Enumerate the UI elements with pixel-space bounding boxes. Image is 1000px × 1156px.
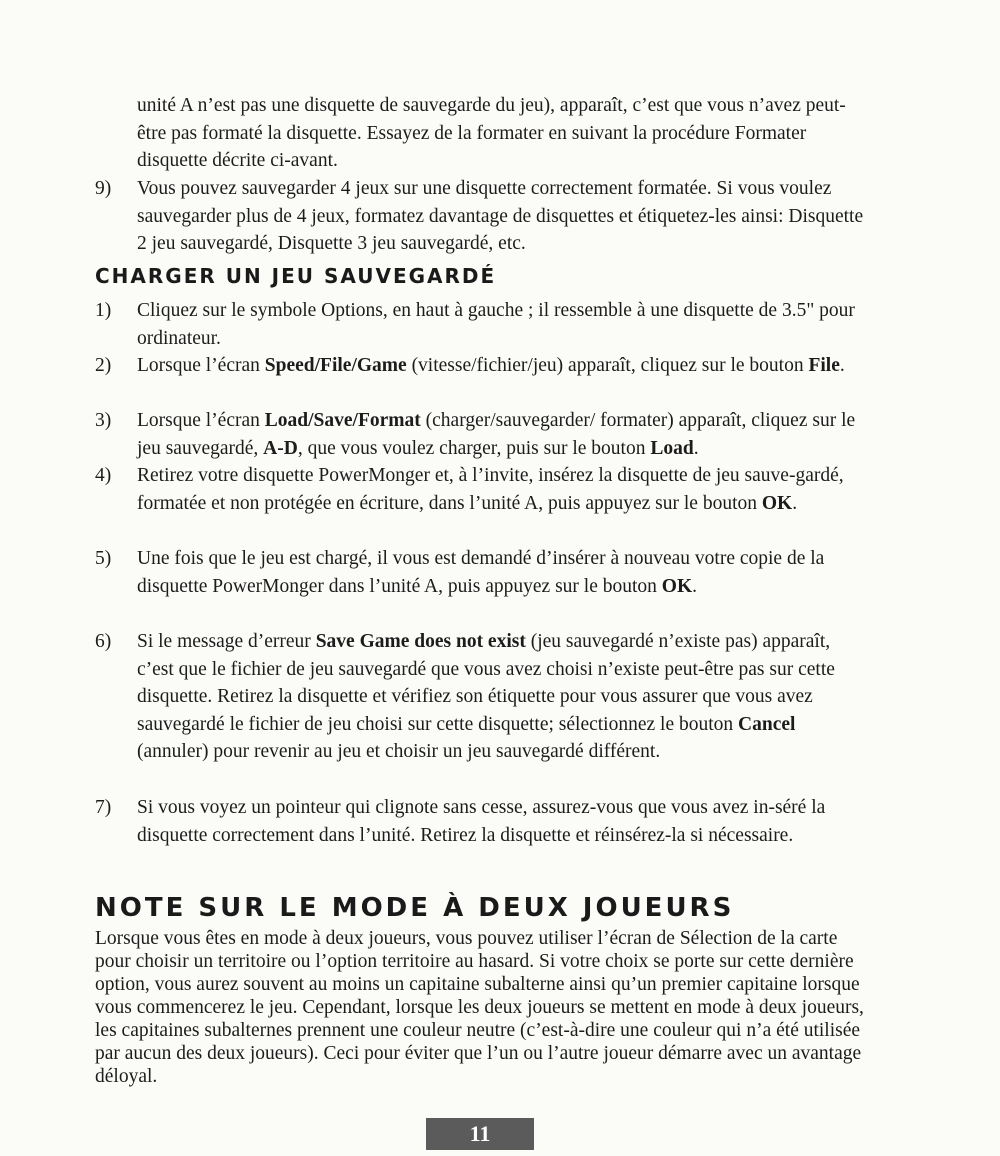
list-item: [95, 545, 867, 600]
item-number: 2): [95, 355, 112, 376]
item-text: Vous pouvez sauvegarder 4 jeux sur une disquette correctement formatée. Si vous voulez sauvegarder plus de 4 jeux, formatez davantage de disquettes et étiquetez-les ainsi: Disquette 2 jeu sauvegardé, Disquette 3 jeu sauvegardé, etc.: [137, 178, 864, 255]
item-text: Si vous voyez un pointeur qui clignote sans cesse, assurez-vous que vous avez in-séré la disquette correctement dans l’unité. Retirez la disquette et réinsérez-la si nécessaire.: [137, 797, 826, 846]
item-text: Retirez votre disquette PowerMonger et, à l’invite, insérez la disquette de jeu sauve-gardé, formatée et non protégée en écriture, dans l’unité A, puis appuyez sur le bouton OK.: [137, 465, 844, 514]
list-item: [95, 628, 867, 766]
item-text: Lorsque l’écran Speed/File/Game (vitesse/fichier/jeu) apparaît, cliquez sur le bouton File.: [137, 355, 845, 376]
section-heading-load-game: CHARGER UN JEU SAUVEGARDÉ: [95, 264, 497, 288]
slot-range: A-D: [263, 437, 298, 459]
item-number: 4): [95, 465, 112, 486]
button-name: File: [808, 355, 840, 376]
list-item: [95, 297, 867, 352]
continuation-paragraph: unité A n’est pas une disquette de sauvegarde du jeu), apparaît, c’est que vous n’avez peut-être pas formaté la disquette. Essayez de la formater en suivant la procédure Formater disquette décrite ci-avant.: [137, 95, 846, 172]
item-number: 3): [95, 410, 112, 431]
item-number: 6): [95, 631, 112, 652]
two-player-note-paragraph: Lorsque vous êtes en mode à deux joueurs, vous pouvez utiliser l’écran de Sélection de la carte pour choisir un territoire ou l’option territoire au hasard. Si votre choix se porte sur cette dernière option, vous aurez souvent au moins un capitaine subalterne ainsi qu’un premier capitaine lorsque vous commencerez le jeu. Cependant, lorsque les deux joueurs se mettent en mode à deux joueurs, les capitaines subalternes prennent une couleur neutre (c’est-à-dire une couleur qui n’a été utilisée par aucun des deux joueurs). Ceci pour éviter que l’un ou l’autre joueur démarre avec un avantage déloyal.: [95, 928, 864, 1087]
screen-name: Speed/File/Game: [264, 355, 407, 376]
list-item: [95, 352, 867, 380]
section-heading-two-player-mode: NOTE SUR LE MODE À DEUX JOUEURS: [95, 893, 735, 923]
button-name: Load: [650, 437, 694, 459]
item-text: Cliquez sur le symbole Options, en haut à gauche ; il ressemble à une disquette de 3.5" pour ordinateur.: [137, 300, 855, 349]
button-name: OK: [661, 575, 693, 597]
item-text: Une fois que le jeu est chargé, il vous est demandé d’insérer à nouveau votre copie de la disquette PowerMonger dans l’unité A, puis appuyez sur le bouton OK.: [137, 548, 825, 597]
item-number: 5): [95, 548, 112, 569]
page-number: 11: [426, 1118, 534, 1150]
list-item: [95, 407, 867, 462]
list-item-9: [95, 175, 867, 258]
screen-name: Load/Save/Format: [264, 410, 421, 431]
button-name: Cancel: [738, 713, 796, 735]
item-number: 1): [95, 300, 112, 321]
item-text: Si le message d’erreur Save Game does not exist (jeu sauvegardé n’existe pas) apparaît, c’est que le fichier de jeu sauvegardé que vous avez choisi n’existe peut-être pas sur cette disquette. Retirez la disquette et vérifiez son étiquette pour vous assurer que vous avez sauvegardé le fichier de jeu choisi sur cette disquette; sélectionnez le bouton Cancel (annuler) pour revenir au jeu et choisir un jeu sauvegardé différent.: [137, 631, 835, 763]
item-number: 9): [95, 178, 112, 199]
list-item: [95, 462, 867, 517]
item-text: Lorsque l’écran Load/Save/Format (charger/sauvegarder/ formater) apparaît, cliquez sur le jeu sauvegardé, A-D, que vous voulez charger, puis sur le bouton Load.: [137, 410, 856, 459]
button-name: OK: [761, 492, 793, 514]
error-message: Save Game does not exist: [315, 631, 526, 652]
item-number: 7): [95, 797, 112, 818]
list-item: [95, 794, 867, 849]
